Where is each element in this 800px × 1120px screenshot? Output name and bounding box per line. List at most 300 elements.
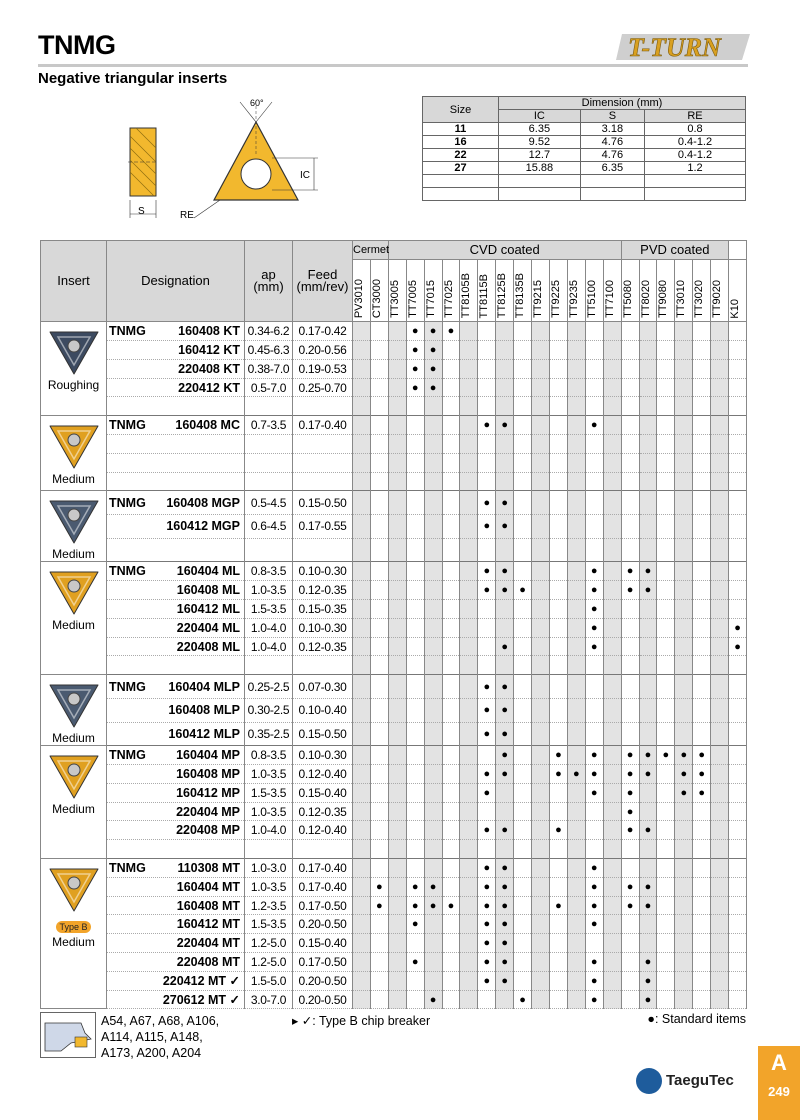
grade-availability-cell [388, 990, 406, 1009]
grade-availability-cell [478, 581, 496, 600]
grade-availability-cell [370, 971, 388, 990]
grade-availability-cell [460, 746, 478, 765]
grade-availability-cell [442, 538, 460, 562]
designation-prefix: TNMG [109, 564, 146, 579]
table-row [41, 953, 747, 972]
standard-item-dot: ● [483, 786, 491, 799]
feed-header: Feed (mm/rev) [293, 241, 353, 322]
grade-availability-cell [370, 675, 388, 699]
grade-availability-cell [370, 656, 388, 675]
page-subtitle: Negative triangular inserts [38, 70, 228, 87]
grade-availability-cell [603, 435, 621, 454]
grade-availability-cell [478, 397, 496, 416]
feed-cell: 0.17-0.50 [293, 953, 353, 972]
grade-availability-cell [353, 322, 371, 341]
feed-cell: 0.15-0.50 [293, 722, 353, 746]
grade-availability-cell [729, 472, 747, 491]
standard-item-dot: ● [590, 621, 598, 634]
standard-item-dot: ● [644, 824, 652, 837]
grade-label: PV3010 [353, 279, 365, 319]
standard-item-dot: ● [626, 749, 634, 762]
grade-availability-cell [532, 722, 550, 746]
grade-availability-cell [729, 562, 747, 581]
grade-availability-cell [460, 600, 478, 619]
designation-code[interactable]: 220412 MT ✓ [162, 974, 240, 989]
standard-item-dot: ● [501, 899, 509, 912]
standard-item-dot: ● [411, 899, 419, 912]
grade-availability-cell [621, 515, 639, 539]
grade-availability-cell [353, 859, 371, 878]
designation-code[interactable]: 220404 ML [176, 620, 240, 635]
grade-availability-cell [478, 746, 496, 765]
designation-code[interactable]: 220404 MT [176, 936, 240, 951]
grade-availability-cell [585, 472, 603, 491]
grade-availability-cell [496, 359, 514, 378]
standard-item-dot: ● [501, 749, 509, 762]
grade-availability-cell [603, 562, 621, 581]
ap-cell [245, 840, 293, 859]
designation-code[interactable]: 160408 MLP [168, 703, 240, 718]
grade-availability-cell [496, 656, 514, 675]
grade-label: TT7015 [424, 280, 437, 319]
standard-item-dot: ● [501, 419, 509, 432]
grade-availability-cell [442, 562, 460, 581]
grade-availability-cell [478, 378, 496, 397]
standard-item-dot: ● [626, 824, 634, 837]
insert-application-label: Roughing [47, 378, 100, 393]
standard-item-dot: ● [501, 767, 509, 780]
grade-header-tt3020 [693, 259, 711, 322]
grade-availability-cell [693, 359, 711, 378]
standard-item-dot: ● [644, 767, 652, 780]
designation-code[interactable]: 110308 MT [177, 860, 240, 875]
grade-availability-cell [603, 322, 621, 341]
ap-cell: 0.45-6.3 [245, 341, 293, 360]
standard-item-dot: ● [501, 918, 509, 931]
grade-availability-cell [585, 783, 603, 802]
grade-availability-cell [442, 359, 460, 378]
grade-availability-cell [603, 378, 621, 397]
table-row [41, 934, 747, 953]
grade-availability-cell [585, 877, 603, 896]
grade-availability-cell [532, 746, 550, 765]
grade-availability-cell [460, 453, 478, 472]
grade-availability-cell [639, 656, 657, 675]
grade-availability-cell [621, 971, 639, 990]
refs-line-2[interactable]: A114, A115, A148, [101, 1030, 203, 1044]
grade-availability-cell [460, 538, 478, 562]
table-row [41, 990, 747, 1009]
designation-cell [107, 840, 245, 859]
standard-item-dot: ● [680, 786, 688, 799]
grade-availability-cell [460, 821, 478, 840]
ic-col-header: IC [499, 110, 581, 123]
grade-availability-cell [675, 877, 693, 896]
designation-code[interactable]: 220408 KT [178, 361, 240, 376]
grade-availability-cell [424, 618, 442, 637]
dim-cell-s: 4.76 [580, 136, 644, 149]
grade-availability-cell [478, 859, 496, 878]
grade-availability-cell [549, 378, 567, 397]
grade-availability-cell [370, 562, 388, 581]
grade-availability-cell [603, 783, 621, 802]
size-header: Size [423, 97, 499, 123]
ap-cell: 1.5-5.0 [245, 971, 293, 990]
grade-label: CT3000 [370, 279, 383, 319]
grade-availability-cell [532, 515, 550, 539]
dim-cell-size: 22 [423, 149, 499, 162]
grade-availability-cell [639, 562, 657, 581]
grade-availability-cell [549, 472, 567, 491]
grade-availability-cell [693, 915, 711, 934]
grade-availability-cell [370, 581, 388, 600]
grade-label: TT9080 [657, 280, 670, 319]
grade-availability-cell [532, 341, 550, 360]
grade-availability-cell [424, 821, 442, 840]
standard-item-dot: ● [590, 955, 598, 968]
standard-item-dot: ● [483, 861, 491, 874]
grade-availability-cell [442, 378, 460, 397]
grade-availability-cell [496, 618, 514, 637]
grade-availability-cell [657, 491, 675, 515]
refs-line-3[interactable]: A173, A200, A204 [101, 1046, 202, 1060]
grade-availability-cell [603, 698, 621, 722]
grade-availability-cell [353, 802, 371, 821]
grade-availability-cell [353, 675, 371, 699]
standard-item-dot: ● [590, 880, 598, 893]
grade-availability-cell [693, 765, 711, 784]
grade-availability-cell [388, 698, 406, 722]
grade-header-tt7005 [406, 259, 424, 322]
designation-code[interactable]: 160412 ML [176, 601, 240, 616]
grade-availability-cell [496, 491, 514, 515]
grade-availability-cell [549, 618, 567, 637]
grade-availability-cell [424, 491, 442, 515]
table-row [41, 359, 747, 378]
grade-header-k10 [729, 259, 747, 322]
grade-availability-cell [639, 581, 657, 600]
grade-availability-cell [675, 971, 693, 990]
grade-availability-cell [585, 562, 603, 581]
grade-availability-cell [639, 435, 657, 454]
grade-availability-cell [621, 877, 639, 896]
grade-availability-cell [514, 971, 532, 990]
designation-cell [107, 896, 245, 915]
grade-availability-cell [657, 416, 675, 435]
grade-availability-cell [675, 821, 693, 840]
grade-availability-cell [478, 472, 496, 491]
designation-code[interactable]: 160404 MT [176, 879, 240, 894]
grade-availability-cell [567, 416, 585, 435]
standard-item-dot: ● [501, 880, 509, 893]
grade-availability-cell [603, 915, 621, 934]
grade-availability-cell [460, 698, 478, 722]
grade-availability-cell [567, 896, 585, 915]
table-row [41, 656, 747, 675]
dim-cell-ic: 9.52 [499, 136, 581, 149]
grade-availability-cell [639, 783, 657, 802]
table-row [41, 840, 747, 859]
designation-cell [107, 397, 245, 416]
feed-cell: 0.19-0.53 [293, 359, 353, 378]
medium-ml-insert-icon [46, 566, 102, 618]
designation-cell [107, 953, 245, 972]
grade-availability-cell [478, 453, 496, 472]
grade-availability-cell [388, 378, 406, 397]
grade-availability-cell [442, 675, 460, 699]
grade-availability-cell [657, 562, 675, 581]
grade-availability-cell [711, 840, 729, 859]
standard-item-dot: ● [698, 767, 705, 780]
grade-header-tt5100 [585, 259, 603, 322]
designation-code[interactable]: 220404 MP [176, 804, 240, 819]
feed-cell [293, 840, 353, 859]
grade-availability-cell [603, 934, 621, 953]
grade-availability-cell [496, 971, 514, 990]
grade-availability-cell [460, 915, 478, 934]
feed-cell: 0.20-0.50 [293, 990, 353, 1009]
grade-availability-cell [585, 491, 603, 515]
grade-availability-cell [496, 840, 514, 859]
grade-availability-cell [639, 491, 657, 515]
grade-availability-cell [532, 359, 550, 378]
grade-availability-cell [639, 600, 657, 619]
grade-availability-cell [711, 416, 729, 435]
grade-availability-cell [585, 416, 603, 435]
grade-availability-cell [711, 341, 729, 360]
standard-item-dot: ● [501, 727, 509, 740]
standard-item-dot: ● [429, 343, 437, 356]
grade-availability-cell [621, 341, 639, 360]
grade-availability-cell [675, 656, 693, 675]
designation-code[interactable]: 160408 MP [176, 766, 240, 781]
grade-availability-cell [514, 877, 532, 896]
designation-code[interactable]: 220408 ML [176, 639, 240, 654]
grade-availability-cell [460, 416, 478, 435]
grade-availability-cell [549, 934, 567, 953]
grade-availability-cell [496, 637, 514, 656]
grade-availability-cell [532, 472, 550, 491]
feed-cell: 0.25-0.70 [293, 378, 353, 397]
grade-availability-cell [370, 359, 388, 378]
designation-code[interactable]: 160404 MP [176, 748, 240, 763]
designation-code[interactable]: 160412 MP [176, 785, 240, 800]
grade-availability-cell [567, 746, 585, 765]
grade-availability-cell [353, 453, 371, 472]
grade-availability-cell [657, 435, 675, 454]
grade-availability-cell [514, 515, 532, 539]
refs-line-1[interactable]: A54, A67, A68, A106, [101, 1014, 220, 1028]
designation-code[interactable]: 270612 MT ✓ [162, 993, 240, 1007]
grade-availability-cell [406, 821, 424, 840]
grade-availability-cell [621, 859, 639, 878]
standard-item-dot: ● [644, 993, 652, 1006]
dim-cell-size: 16 [423, 136, 499, 149]
grade-availability-cell [514, 656, 532, 675]
standard-item-dot: ● [429, 899, 437, 912]
standard-item-dot: ● [590, 861, 598, 874]
table-row [41, 896, 747, 915]
designation-code[interactable]: 160412 KT [178, 342, 240, 357]
grade-availability-cell [729, 765, 747, 784]
grade-availability-cell [514, 581, 532, 600]
designation-code[interactable]: 160408 MGP [166, 495, 240, 510]
grade-availability-cell [567, 322, 585, 341]
grade-availability-cell [621, 656, 639, 675]
grade-label: TT8125B [496, 273, 509, 319]
table-row [41, 397, 747, 416]
grade-availability-cell [388, 971, 406, 990]
designation-code[interactable]: 160404 MLP [168, 679, 240, 694]
standard-item-dot: ● [680, 767, 688, 780]
insert-application-label: Medium [52, 472, 95, 487]
grade-availability-cell [729, 802, 747, 821]
designation-code[interactable]: 160408 MC [175, 418, 240, 433]
grade-availability-cell [693, 802, 711, 821]
grade-availability-cell [460, 656, 478, 675]
grade-availability-cell [478, 971, 496, 990]
grade-availability-cell [424, 934, 442, 953]
standard-item-dot: ● [573, 767, 580, 780]
standard-item-dot: ● [626, 805, 634, 818]
grade-availability-cell [675, 783, 693, 802]
grade-availability-cell [711, 322, 729, 341]
grade-header-tt8125b [496, 259, 514, 322]
grade-availability-cell [460, 562, 478, 581]
grade-availability-cell [442, 821, 460, 840]
table-row [41, 698, 747, 722]
table-row [41, 581, 747, 600]
grade-availability-cell [353, 971, 371, 990]
grade-header-tt7100 [603, 259, 621, 322]
grade-availability-cell [514, 359, 532, 378]
ap-cell [245, 453, 293, 472]
standard-item-dot: ● [411, 880, 419, 893]
grade-availability-cell [657, 618, 675, 637]
grade-availability-cell [460, 934, 478, 953]
designation-cell [107, 435, 245, 454]
designation-code[interactable]: 220408 MP [176, 823, 240, 838]
grade-availability-cell [711, 618, 729, 637]
insert-image-cell [41, 746, 107, 859]
grade-availability-cell [603, 971, 621, 990]
grade-availability-cell [478, 538, 496, 562]
grade-availability-cell [585, 656, 603, 675]
grade-availability-cell [406, 322, 424, 341]
grade-header-ct3000 [370, 259, 388, 322]
grade-availability-cell [657, 859, 675, 878]
grade-availability-cell [424, 698, 442, 722]
designation-code[interactable]: 160412 MGP [166, 519, 240, 534]
grade-availability-cell [729, 453, 747, 472]
grade-availability-cell [603, 656, 621, 675]
standard-item-dot: ● [626, 584, 634, 597]
dim-cell-s: 4.76 [580, 149, 644, 162]
grade-availability-cell [353, 698, 371, 722]
grade-availability-cell [549, 675, 567, 699]
grade-availability-cell [567, 472, 585, 491]
grade-availability-cell [370, 698, 388, 722]
grade-availability-cell [353, 378, 371, 397]
standard-item-dot: ● [483, 937, 491, 950]
grade-availability-cell [496, 821, 514, 840]
grade-availability-cell [657, 990, 675, 1009]
grade-availability-cell [711, 915, 729, 934]
grade-availability-cell [621, 637, 639, 656]
ap-cell: 0.38-7.0 [245, 359, 293, 378]
grade-availability-cell [442, 656, 460, 675]
grade-availability-cell [603, 746, 621, 765]
grade-availability-cell [388, 600, 406, 619]
standard-item-dot: ● [590, 565, 598, 578]
grade-availability-cell [603, 722, 621, 746]
grade-availability-cell [353, 359, 371, 378]
grade-availability-cell [370, 600, 388, 619]
grade-availability-cell [549, 953, 567, 972]
designation-cell [107, 637, 245, 656]
grade-availability-cell [406, 840, 424, 859]
designation-code[interactable]: 160412 MLP [168, 726, 240, 741]
grade-availability-cell [442, 341, 460, 360]
designation-code[interactable]: 160408 KT [178, 324, 240, 339]
designation-code[interactable]: 220408 MT [176, 954, 240, 969]
grade-availability-cell [711, 538, 729, 562]
standard-item-dot: ● [483, 680, 491, 693]
grade-availability-cell [353, 746, 371, 765]
grade-availability-cell [496, 472, 514, 491]
standard-item-dot: ● [644, 880, 652, 893]
table-row [41, 877, 747, 896]
grade-availability-cell [424, 359, 442, 378]
designation-code[interactable]: 160412 MT [176, 917, 240, 932]
designation-code[interactable]: 160408 MT [176, 898, 240, 913]
grade-availability-cell [370, 802, 388, 821]
grade-availability-cell [639, 698, 657, 722]
feed-cell: 0.12-0.35 [293, 802, 353, 821]
table-row [41, 722, 747, 746]
grade-availability-cell [567, 491, 585, 515]
grade-availability-cell [729, 896, 747, 915]
grade-availability-cell [549, 990, 567, 1009]
designation-cell [107, 600, 245, 619]
grade-availability-cell [353, 821, 371, 840]
grade-availability-cell [639, 722, 657, 746]
ap-cell [245, 538, 293, 562]
grade-availability-cell [675, 934, 693, 953]
grade-availability-cell [424, 341, 442, 360]
grade-availability-cell [711, 953, 729, 972]
designation-code[interactable]: 160404 ML [176, 564, 240, 579]
grade-availability-cell [388, 765, 406, 784]
grade-availability-cell [693, 953, 711, 972]
grade-availability-cell [639, 397, 657, 416]
grade-availability-cell [478, 341, 496, 360]
grade-availability-cell [388, 416, 406, 435]
grade-availability-cell [729, 397, 747, 416]
grade-availability-cell [657, 472, 675, 491]
grade-availability-cell [585, 435, 603, 454]
designation-code[interactable]: 220412 KT [178, 380, 240, 395]
feed-cell: 0.12-0.40 [293, 765, 353, 784]
grade-availability-cell [424, 637, 442, 656]
grade-availability-cell [514, 378, 532, 397]
grade-availability-cell [424, 397, 442, 416]
grade-availability-cell [549, 783, 567, 802]
grade-availability-cell [442, 397, 460, 416]
grade-availability-cell [549, 435, 567, 454]
designation-code[interactable]: 160408 ML [176, 583, 240, 598]
grade-availability-cell [585, 802, 603, 821]
